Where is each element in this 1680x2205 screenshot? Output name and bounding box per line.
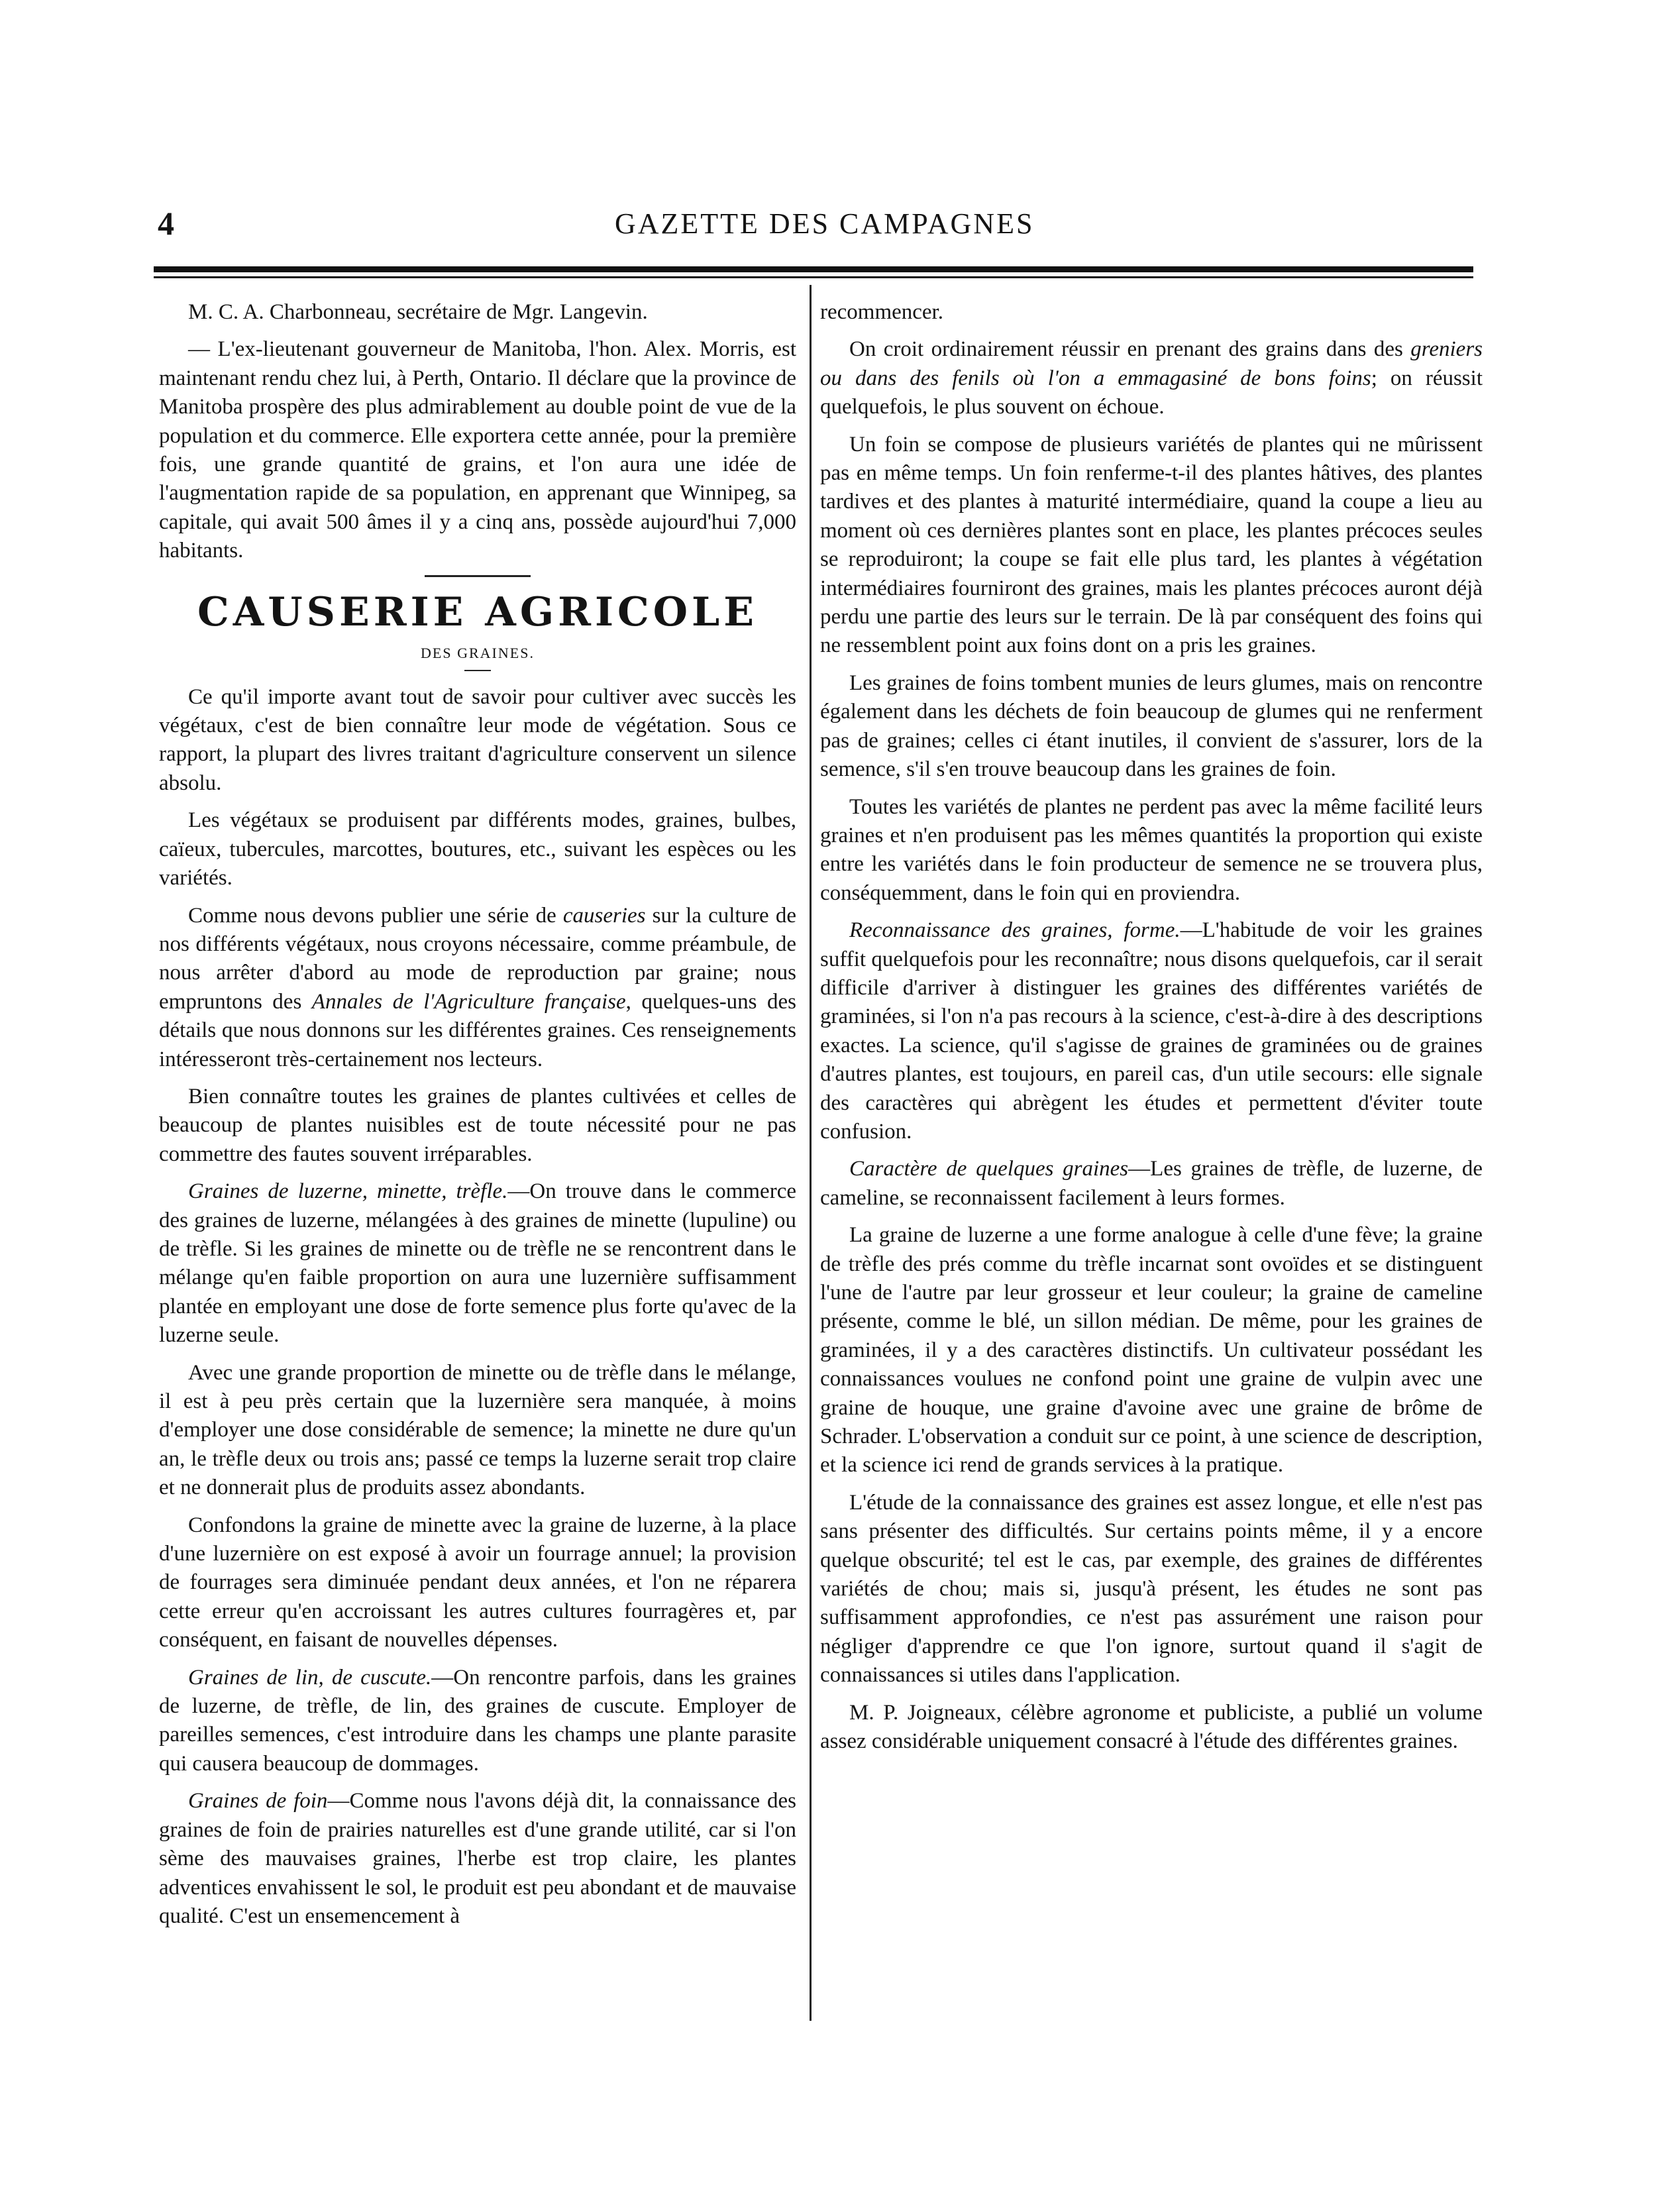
- paragraph: M. P. Joigneaux, célèbre agronome et publiciste, a publié un volume assez considérable uniquement consacré à l'étude des différentes graines.: [820, 1700, 1483, 1754]
- paragraph: [820, 1155, 1483, 1212]
- running-head: [158, 204, 1469, 244]
- section-subtitle: DES GRAINES.: [421, 644, 535, 661]
- italic-run: causeries: [562, 903, 646, 928]
- paragraph: Les graines de foins tombent munies de leurs glumes, mais on rencontre également dans les déchets de foin beaucoup de glumes qui ne renferment pas de graines; celles ci étant inutiles, il convient de s'assurer, lors de la semence, s'il s'en trouve beaucoup dans les graines de foin.: [820, 671, 1483, 782]
- paragraph: Avec une grande proportion de minette ou de trèfle dans le mélange, il est à peu près certain que la luzernière sera manquée, à moins d'employer une dose considérable de semence; la minette ne dure qu'un an, le trèfle deux ou trois ans; passé ce temps la luzerne serait trop claire et ne donnerait plus de produits assez abondants.: [159, 1360, 796, 1500]
- news-item-1: M. C. A. Charbonneau, secrétaire de Mgr. Langevin.: [188, 300, 648, 324]
- paragraph-continuation: recommencer.: [820, 300, 943, 324]
- text-run: , quelques-uns des détails que nous donnons sur les différentes graines. Ces renseignements intéresseront très-certainement nos lecteurs.: [159, 989, 796, 1071]
- text-run: Comme nous devons publier une série de: [188, 903, 563, 928]
- italic-run: greniers ou dans des fenils où l'on a emmagasiné de bons foins: [820, 337, 1483, 390]
- paragraph: La graine de luzerne a une forme analogue à celle d'une fève; la graine de trèfle des prés comme du trèfle incarnat sont ovoïdes et se distinguent l'une de l'autre par leur grosseur et leur couleur; la graine de cameline présente, comme le blé, un sillon médian. De même, pour les graines de graminées, il y a des caractères distinctifs. Un cultivateur possédant les connaissances voulues ne confond point une graine de vulpin avec une graine de houque, une graine d'avoine avec une graine de brôme de Schrader. L'observation a conduit sur ce point, à une science de description, et la science ici rend de grands services à la pratique.: [820, 1223, 1483, 1478]
- separator-rule: [425, 575, 531, 577]
- left-column: [159, 298, 796, 1939]
- paragraph: [820, 335, 1483, 421]
- journal-title: GAZETTE DES CAMPAGNES: [615, 207, 1035, 240]
- subheading: Graines de luzerne, minette, trèfle.: [188, 1179, 508, 1204]
- text-run: —On trouve dans le commerce des graines de luzerne, mélangées à des graines de minette (lupuline) ou de trèfle. Si les graines de minette ou de trèfle ne se rencontrent dans le mélange qu'en faible proportion on aura une luzernière suffisamment plantée en employant une dose de forte semence plus forte qu'avec de la luzerne seule.: [159, 1179, 796, 1348]
- text-run: —Les graines de trèfle, de luzerne, de cameline, se reconnaissent facilement à leurs formes.: [820, 1157, 1483, 1210]
- paragraph: Confondons la graine de minette avec la graine de luzerne, à la place d'une luzernière on est exposé à avoir un fourrage annuel; la provision de fourrages sera diminuée pendant deux années, et l'on ne réparera cette erreur qu'en accroissant les autres cultures fourragères et, par conséquent, en faisant de nouvelles dépenses.: [159, 1513, 796, 1652]
- subheading: Caractère de quelques graines: [849, 1157, 1129, 1181]
- paragraph: Ce qu'il importe avant tout de savoir pour cultiver avec succès les végétaux, c'est de bien connaître leur mode de végétation. Sous ce rapport, la plupart des livres traitant d'agriculture conservent un silence absolu.: [159, 684, 796, 795]
- right-column: [820, 298, 1483, 1765]
- text-run: —L'habitude de voir les graines suffit quelquefois pour les reconnaître; nous disons quelquefois, car il serait difficile d'arriver à distinguer les graines des différentes variétés de graminées, si l'on n'a pas recours à la science, c'est-à-dire à des descriptions exactes. La science, qu'il s'agisse de graines de graminées ou de graines d'autres plantes, est toujours, en pareil cas, d'un utile secours: elle signale des caractères qui abrègent les études et permettent d'éviter toute confusion.: [820, 918, 1483, 1144]
- header-rule-thick: [154, 266, 1473, 272]
- paragraph: [159, 1664, 796, 1779]
- text-run: —Comme nous l'avons déjà dit, la connaissance des graines de foin de prairies naturelles est d'une grande utilité, car si l'on sème des mauvaises graines, l'herbe est trop claire, les plantes adventices envahissent le sol, le produit est peu abondant et de mauvaise qualité. C'est un ensemencement à: [159, 1789, 796, 1928]
- subheading: Reconnaissance des graines, forme.: [849, 918, 1181, 943]
- paragraph: Un foin se compose de plusieurs variétés de plantes qui ne mûrissent pas en même temps. Un foin renferme-t-il des plantes hâtives, des plantes tardives et des plantes à maturité intermédiaire, quand la coupe a lieu au moment où ces dernières plantes sont en place, les plantes précoces seules se reproduiront; la coupe se fait elle plus tard, les plantes à végétation intermédiaires fourniront des graines, mais les plantes précoces auront déjà perdu une partie des leurs sur le terrain. De là par conséquent des foins qui ne ressemblent point aux foins dont on a pris les graines.: [820, 432, 1483, 658]
- subheading: Graines de lin, de cuscute.: [188, 1665, 432, 1690]
- paragraph: [820, 916, 1483, 1146]
- text-run: On croit ordinairement réussir en prenant des grains dans des: [849, 337, 1411, 362]
- paragraph: Bien connaître toutes les graines de plantes cultivées et celles de beaucoup de plantes nuisibles est de toute nécessité pour ne pas commettre des fautes souvent irréparables.: [159, 1084, 796, 1166]
- subtitle-rule: [464, 670, 491, 671]
- paragraph: [159, 902, 796, 1074]
- news-item-2: — L'ex-lieutenant gouverneur de Manitoba, l'hon. Alex. Morris, est maintenant rendu chez lui, à Perth, Ontario. Il déclare que la province de Manitoba prospère des plus admirablement au double point de vue de la population et du commerce. Elle exportera cette année, pour la première fois, une grande quantité de grains, et l'on aura une idée de l'augmentation rapide de sa population, en apprenant que Winnipeg, sa capitale, qui avait 500 âmes il y a cinq ans, possède aujourd'hui 7,000 habitants.: [159, 337, 796, 563]
- column-divider: [810, 285, 812, 2021]
- paragraph: L'étude de la connaissance des graines est assez longue, et elle n'est pas sans présenter des difficultés. Sur certains points même, il y a encore quelque obscurité; tel est le cas, par exemple, des graines de différentes variétés de chou; mais si, jusqu'à présent, les études ne sont pas suffisamment approfondies, ce n'est pas assurément une raison pour négliger d'apprendre ce que l'on ignore, surtout quand il s'agit de connaissances si utiles dans l'application.: [820, 1490, 1483, 1688]
- paragraph: Les végétaux se produisent par différents modes, graines, bulbes, caïeux, tubercules, marcottes, boutures, etc., suivant les espèces ou les variétés.: [159, 808, 796, 890]
- paragraph: [159, 1787, 796, 1931]
- paragraph: [159, 1177, 796, 1350]
- italic-run: Annales de l'Agriculture française: [311, 989, 626, 1014]
- text-run: —On rencontre parfois, dans les graines de luzerne, de trèfle, de lin, des graines de cuscute. Employer de pareilles semences, c'est introduire dans les champs une plante parasite qui causera beaucoup de dommages.: [159, 1665, 797, 1776]
- text-run: ; on réussit quelquefois, le plus souvent on échoue.: [820, 366, 1483, 419]
- section-title: CAUSERIE AGRICOLE: [197, 588, 758, 635]
- subheading: Graines de foin: [188, 1789, 328, 1813]
- header-rule-thin: [154, 276, 1473, 278]
- paragraph: Toutes les variétés de plantes ne perdent pas avec la même facilité leurs graines et n'en produisent pas les mêmes quantités la proportion qui existe entre les variétés dans le foin producteur de semence ne se trouvera plus, conséquemment, dans le foin qui en proviendra.: [820, 794, 1483, 905]
- page-number: 4: [158, 205, 174, 242]
- text-run: sur la culture de nos différents végétaux, nous croyons nécessaire, comme préambule, de nous arrêter d'abord au mode de reproduction par graine; nous empruntons des: [159, 903, 796, 1014]
